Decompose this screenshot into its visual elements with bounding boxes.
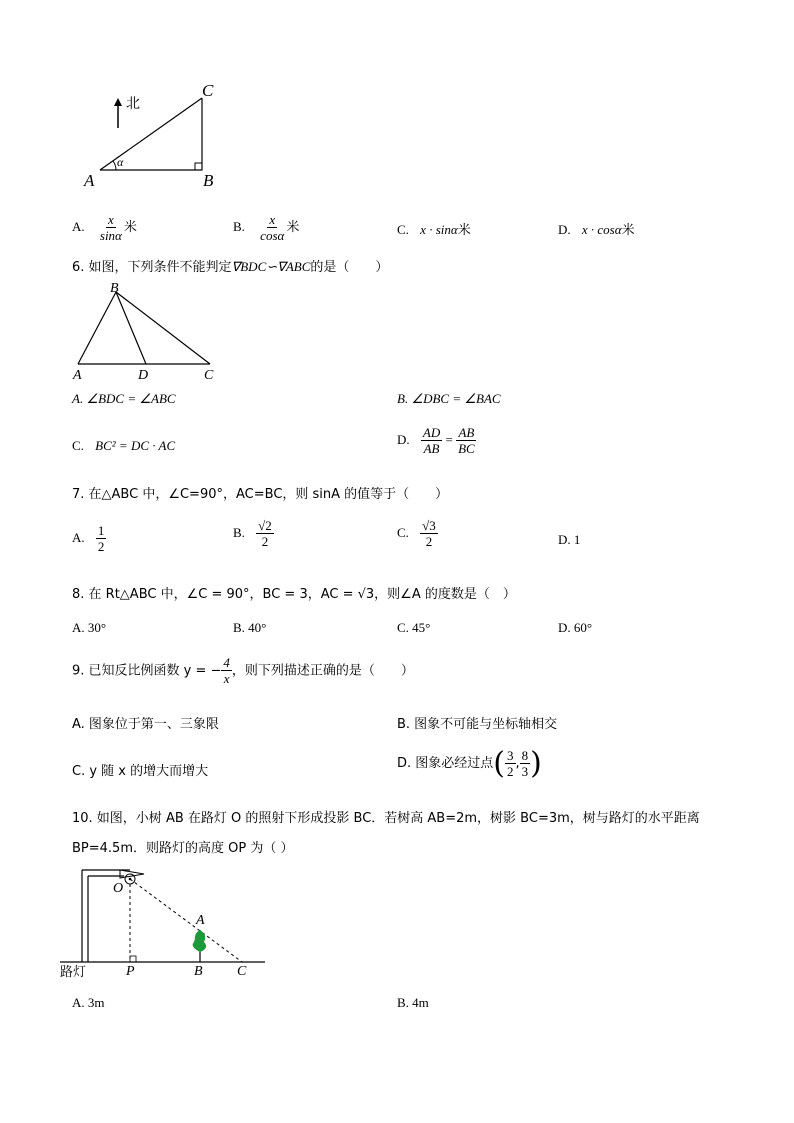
q6-option-c[interactable]: C. BC² = DC · AC <box>72 438 176 453</box>
figure-q5-triangle <box>80 78 230 190</box>
fig10-label-A: A <box>196 913 205 928</box>
q5-option-c[interactable]: C. x · sinα米 <box>397 222 471 238</box>
fig5-north-label: 北 <box>126 96 140 112</box>
q9-stem: 9. 已知反比例函数 y = − $\frac{4}{x}$ ，则下列描述正确的是（ ） <box>72 655 414 686</box>
q10-option-b[interactable]: B. 4m <box>397 995 429 1010</box>
q7-option-a[interactable]: A. $\frac{1}{2}$ <box>72 523 105 554</box>
q8-option-c[interactable]: C. 45° <box>397 620 431 635</box>
q9-option-d[interactable]: D. 图象必经过点( $\frac{3}{2}$ , $\frac{8}{3}$ ) <box>397 746 542 781</box>
fig6-label-A: A <box>73 368 82 383</box>
q9-option-b[interactable]: B. 图象不可能与坐标轴相交 <box>397 717 558 732</box>
q6-option-a[interactable]: A. ∠BDC = ∠ABC <box>72 391 176 406</box>
q8-option-d[interactable]: D. 60° <box>558 620 593 635</box>
fig10-label-O: O <box>113 881 124 896</box>
q7-option-b[interactable]: B. $\frac{√2}{2}$ <box>233 518 272 549</box>
q8-stem: 8. 在 Rt△ABC 中，∠C = 90°，BC = 3，AC = √3，则∠A 的度数是（ ） <box>72 587 516 602</box>
fig5-label-A: A <box>84 171 95 190</box>
fig5-label-C: C <box>202 81 214 100</box>
q10-stem-line2: BP=4.5m．则路灯的高度 OP 为（ ） <box>72 841 294 856</box>
q8-option-a[interactable]: A. 30° <box>72 620 107 635</box>
q10-stem-line1: 10. 如图，小树 AB 在路灯 O 的照射下形成投影 BC．若树高 AB=2m，树影 BC=3m，树与路灯的水平距离 <box>72 811 700 826</box>
fig6-label-C: C <box>204 368 214 383</box>
q5-option-a[interactable]: A. $\frac{x}{\sin\alpha}$ 米 <box>72 212 137 243</box>
fig5-alpha-label: α <box>117 155 124 169</box>
fig10-label-C: C <box>237 964 247 979</box>
fig6-label-B: B <box>110 281 119 296</box>
figure-q6-triangle <box>70 280 220 384</box>
q9-option-a[interactable]: A. 图象位于第一、三象限 <box>72 717 219 732</box>
fig10-lamp-label: 路灯 <box>60 965 87 980</box>
q5-option-b[interactable]: B. $\frac{x}{\cos\alpha}$ 米 <box>233 212 300 243</box>
q7-option-c[interactable]: C. $\frac{√3}{2}$ <box>397 518 436 549</box>
q6-stem: 6. 如图，下列条件不能判定∇BDC∽∇ABC的是（ ） <box>72 259 389 275</box>
q9-option-c[interactable]: C. y 随 x 的增大而增大 <box>72 764 209 779</box>
q7-option-d[interactable]: D. 1 <box>558 532 581 547</box>
fig5-label-B: B <box>203 171 214 190</box>
q7-stem: 7. 在△ABC 中，∠C=90°，AC=BC，则 sinA 的值等于（ ） <box>72 487 449 502</box>
q10-option-a[interactable]: A. 3m <box>72 995 105 1010</box>
figure-q10-streetlight <box>60 862 270 982</box>
q8-option-b[interactable]: B. 40° <box>233 620 267 635</box>
q6-option-b[interactable]: B. ∠DBC = ∠BAC <box>397 391 501 406</box>
q6-option-d[interactable]: D. $\frac{AD}{AB}$ = $\frac{AB}{BC}$ <box>397 425 475 456</box>
q5-option-d[interactable]: D. x · cosα米 <box>558 222 635 238</box>
fig10-label-P: P <box>126 964 135 979</box>
fig6-label-D: D <box>138 368 149 383</box>
fig10-label-B: B <box>194 964 203 979</box>
